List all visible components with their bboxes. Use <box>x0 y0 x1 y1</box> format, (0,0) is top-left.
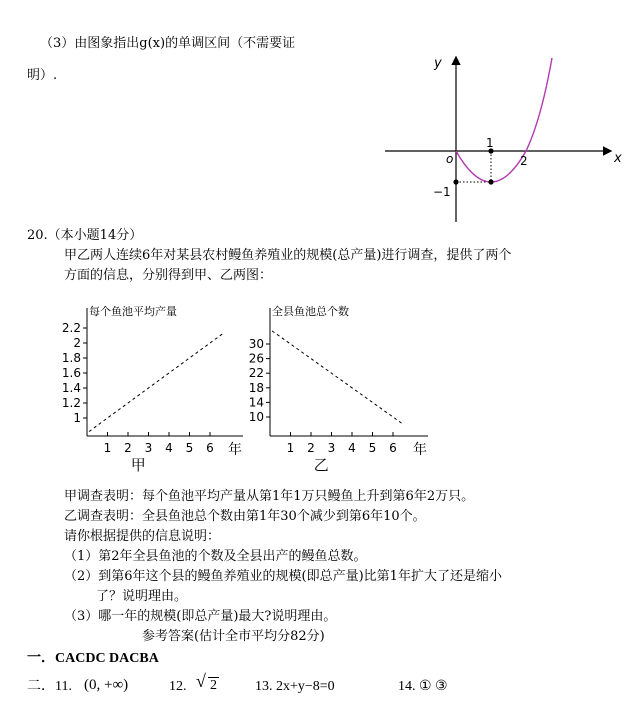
chart-yi-y-tick-label: 18 <box>248 380 264 395</box>
chart-yi-title: 全县鱼池总个数 <box>272 305 349 318</box>
chart-jia-x-unit: 年 <box>228 442 242 458</box>
chart-yi-x-tick-label: 6 <box>389 441 397 455</box>
answer-11: (0, +∞) <box>84 677 129 693</box>
graph-tick-2: 2 <box>520 154 528 168</box>
chart-yi-y-tick-label: 10 <box>248 410 264 424</box>
function-graph <box>380 50 626 230</box>
q20-question-2-line1: （2）到第6年这个县的鳗鱼养殖业的规模(即总产量)比第1年扩大了还是缩小 <box>64 569 502 584</box>
chart-jia-x-tick-label: 2 <box>124 441 132 455</box>
chart-yi-series-line <box>272 331 403 424</box>
chart-yi-x-tick-label: 4 <box>348 441 356 455</box>
chart-jia-y-tick-label: 1.8 <box>61 351 81 365</box>
answer-12-radicand: 2 <box>210 678 217 693</box>
chart-jia-series-line <box>89 334 222 432</box>
q20-intro-line2: 方面的信息，分别得到甲、乙两图： <box>64 268 273 283</box>
chart-yi <box>240 298 440 476</box>
q19-part3-line2: 明）. <box>27 68 58 83</box>
chart-jia-y-tick-label: 1.6 <box>61 366 81 380</box>
chart-yi-x-tick-label: 2 <box>307 441 315 455</box>
q20-header: 20.（本小题14分） <box>27 228 143 243</box>
q20-question-2-line2: 了？说明理由。 <box>96 589 188 604</box>
chart-yi-y-tick-label: 30 <box>248 337 264 351</box>
chart-jia-x-tick-label: 4 <box>165 441 173 455</box>
chart-yi-y-tick-label: 26 <box>248 351 264 366</box>
chart-jia-y-tick-label: 2 <box>73 336 81 350</box>
chart-jia-x-tick-label: 5 <box>185 441 194 455</box>
chart-jia-x-tick-label: 6 <box>206 441 214 455</box>
chart-yi-x-tick-label: 3 <box>327 441 336 455</box>
graph-origin-label: o <box>446 152 454 166</box>
chart-jia-caption: 甲 <box>130 456 146 474</box>
graph-point-min <box>488 179 493 184</box>
answer-12-label: 12. <box>169 679 187 694</box>
graph-point-left <box>453 179 458 184</box>
answer-14: 14. ① ③ <box>398 679 448 694</box>
q20-jia-result: 甲调查表明：每个鱼池平均产量从第1年1万只鳗鱼上升到第6年2万只。 <box>64 489 475 504</box>
q20-intro-line1: 甲乙两人连续6年对某县农村鳗鱼养殖业的规模(总产量)进行调查，提供了两个 <box>64 248 512 263</box>
answers-title: 参考答案(估计全市平均分82分) <box>142 629 325 644</box>
answer-13: 13. 2x+y−8=0 <box>255 679 335 694</box>
q20-question-1: （1）第2年全县鱼池的个数及全县出产的鳗鱼总数。 <box>64 549 367 564</box>
chart-yi-x-tick-label: 5 <box>368 441 377 455</box>
q19-part3-line1: （3）由图象指出g(x)的单调区间（不需要证 <box>40 36 296 51</box>
chart-jia-y-tick-label: 1.2 <box>61 396 81 410</box>
graph-tick-1: 1 <box>486 136 494 150</box>
q20-question-3: （3）哪一年的规模(即总产量)最大?说明理由。 <box>64 609 337 624</box>
answers-section2-prefix: 二．11. <box>27 679 72 694</box>
chart-yi-y-tick-label: 14 <box>248 395 264 410</box>
chart-jia-x-tick-label: 1 <box>103 441 112 455</box>
sqrt-icon: √ <box>196 671 206 691</box>
chart-jia-y-tick-label: 1 <box>73 411 81 425</box>
q20-yi-result: 乙调查表明：全县鱼池总个数由第1年30个减少到第6年10个。 <box>64 509 426 524</box>
q20-ask: 请你根据提供的信息说明： <box>64 529 221 544</box>
chart-jia-y-tick-label: 2.2 <box>61 321 81 335</box>
graph-x-label: x <box>614 151 622 166</box>
chart-yi-x-unit: 年 <box>413 442 427 458</box>
chart-yi-x-tick-label: 1 <box>286 441 295 455</box>
graph-curve <box>456 58 552 182</box>
chart-yi-caption: 乙 <box>313 456 329 474</box>
chart-jia-y-tick-label: 1.4 <box>61 381 81 395</box>
graph-tick-neg1: −1 <box>433 185 451 199</box>
chart-jia <box>55 298 250 476</box>
answers-section1: 一．CACDC DACBA <box>27 651 159 666</box>
chart-yi-y-tick-label: 22 <box>248 366 264 381</box>
chart-jia-title: 每个鱼池平均产量 <box>89 305 177 318</box>
graph-y-label: y <box>434 56 442 71</box>
chart-jia-x-tick-label: 3 <box>144 441 153 455</box>
